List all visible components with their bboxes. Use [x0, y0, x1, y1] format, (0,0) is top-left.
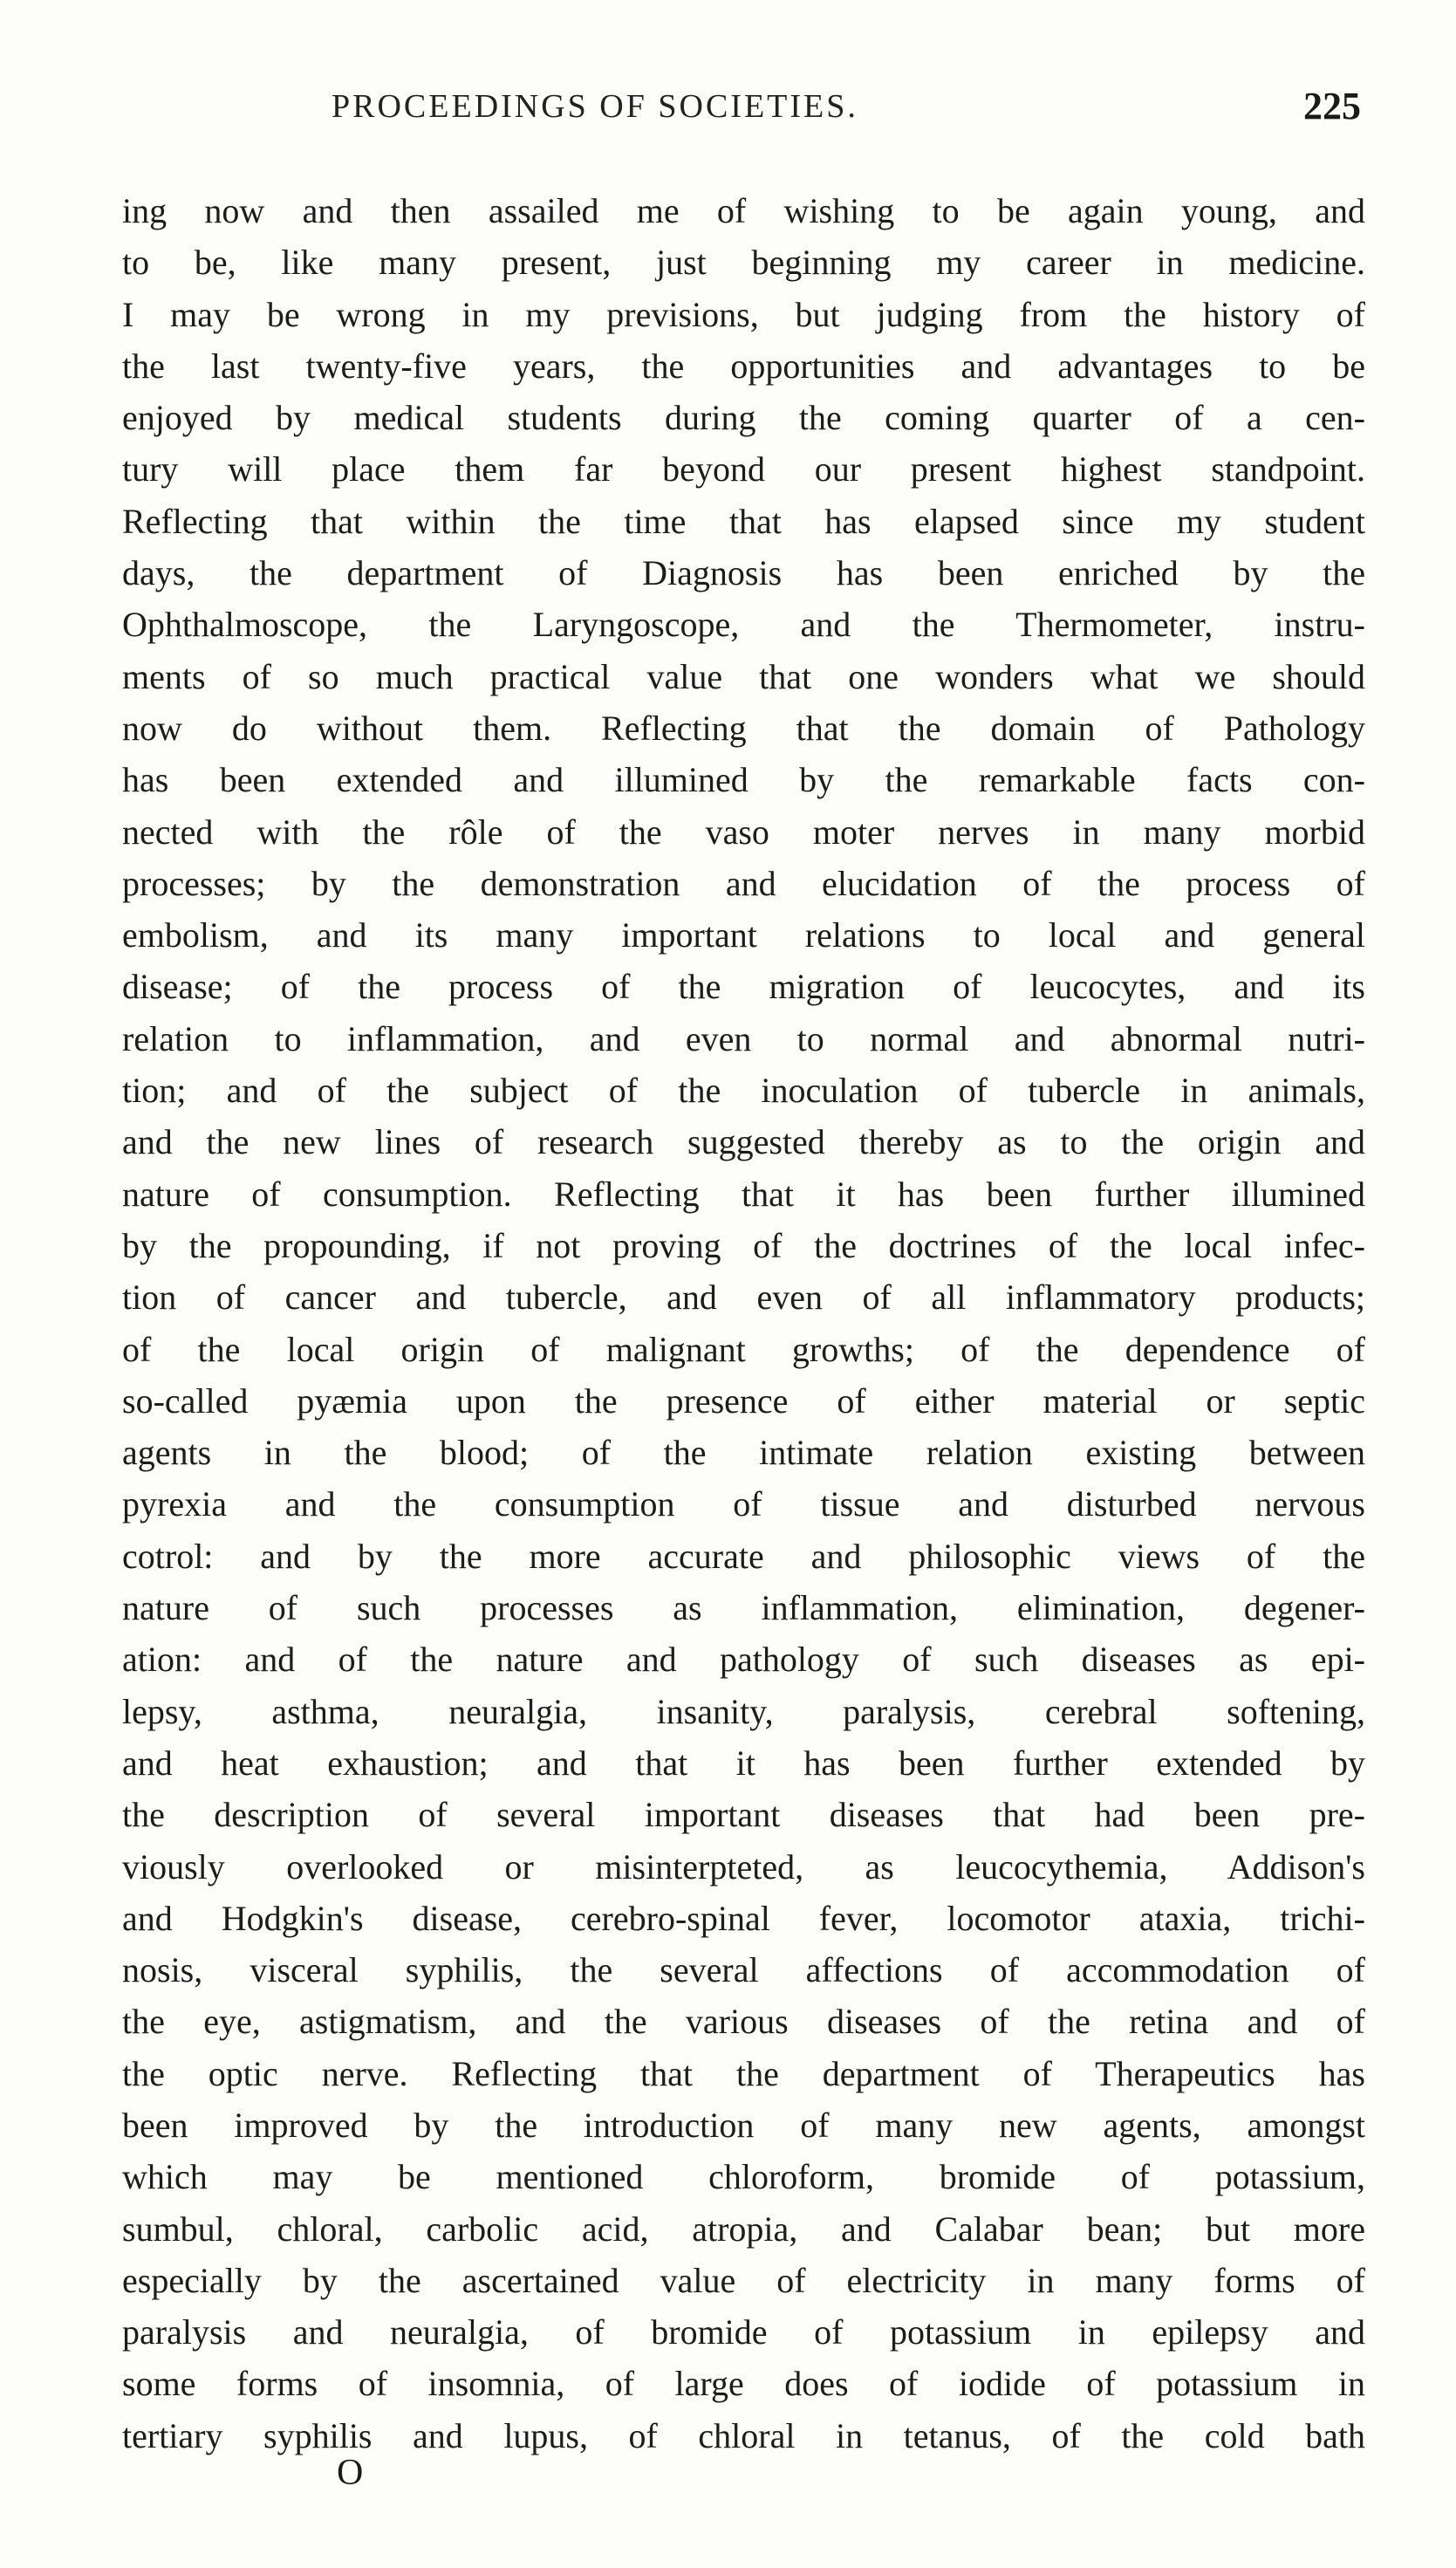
text-line: now do without them. Reflecting that the domain of Pathology [122, 708, 1365, 748]
text-line: cotrol: and by the more accurate and philosophic views of the [122, 1536, 1365, 1576]
text-line: tion; and of the subject of the inoculation of tubercle in animals, [122, 1071, 1365, 1111]
text-line: I may be wrong in my previsions, but judging from the history of [122, 294, 1365, 334]
running-header [122, 87, 1361, 140]
text-line: been improved by the introduction of many new agents, amongst [122, 2105, 1365, 2145]
text-line: tion of cancer and tubercle, and even of all inflammatory products; [122, 1277, 1365, 1318]
text-line: has been extended and illumined by the remarkable facts con- [122, 760, 1365, 800]
signature-mark: O [337, 2453, 364, 2493]
text-line: paralysis and neuralgia, of bromide of potassium in epilepsy and [122, 2312, 1365, 2352]
text-line: ing now and then assailed me of wishing to be again young, and [122, 191, 1365, 230]
text-line: nature of such processes as inflammation, elimination, degener- [122, 1588, 1365, 1628]
text-line: and heat exhaustion; and that it has been further extended by [122, 1743, 1365, 1783]
text-line: the eye, astigmatism, and the various diseases of the retina and of [122, 2002, 1365, 2042]
running-title: PROCEEDINGS OF SOCIETIES. [332, 88, 858, 125]
text-line: to be, like many present, just beginning my career in medicine. [122, 243, 1365, 283]
text-line: processes; by the demonstration and elucidation of the process of [122, 863, 1365, 903]
text-line: the last twenty-five years, the opportunities and advantages to be [122, 346, 1365, 386]
text-line: Ophthalmoscope, the Laryngoscope, and the Thermometer, instru- [122, 605, 1365, 645]
page-number: 225 [1303, 85, 1361, 127]
text-line: tertiary syphilis and lupus, of chloral in tetanus, of the cold bath [122, 2415, 1365, 2455]
text-line: lepsy, asthma, neuralgia, insanity, paralysis, cerebral softening, [122, 1691, 1365, 1731]
text-line: agents in the blood; of the intimate relation existing between [122, 1433, 1365, 1473]
text-line: pyrexia and the consumption of tissue and disturbed nervous [122, 1484, 1365, 1524]
text-line: ation: and of the nature and pathology of such diseases as epi- [122, 1640, 1365, 1680]
text-line: and Hodgkin's disease, cerebro-spinal fever, locomotor ataxia, trichi- [122, 1898, 1365, 1938]
text-line: nosis, visceral syphilis, the several affections of accommodation of [122, 1950, 1365, 1990]
text-line: tury will place them far beyond our present highest standpoint. [122, 449, 1365, 490]
text-line: enjoyed by medical students during the coming quarter of a cen- [122, 398, 1365, 438]
text-line: days, the department of Diagnosis has been enriched by the [122, 553, 1365, 593]
text-line: so-called pyæmia upon the presence of either material or septic [122, 1380, 1365, 1421]
text-line: ments of so much practical value that one wonders what we should [122, 656, 1365, 696]
text-line: nected with the rôle of the vaso moter nerves in many morbid [122, 811, 1365, 852]
text-line: Reflecting that within the time that has elapsed since my student [122, 501, 1365, 541]
text-line: which may be mentioned chloroform, bromide of potassium, [122, 2157, 1365, 2197]
text-line: relation to inflammation, and even to normal and abnormal nutri- [122, 1018, 1365, 1058]
text-line: sumbul, chloral, carbolic acid, atropia, and Calabar bean; but more [122, 2208, 1365, 2249]
text-line: embolism, and its many important relations to local and general [122, 915, 1365, 955]
text-line: especially by the ascertained value of electricity in many forms of [122, 2260, 1365, 2300]
text-line: nature of consumption. Reflecting that it has been further illumined [122, 1174, 1365, 1214]
text-line: the description of several important diseases that had been pre- [122, 1795, 1365, 1835]
text-line: some forms of insomnia, of large does of iodide of potassium in [122, 2364, 1365, 2404]
text-line: the optic nerve. Reflecting that the department of Therapeutics has [122, 2053, 1365, 2093]
text-line: viously overlooked or misinterpteted, as leucocythemia, Addison's [122, 1846, 1365, 1887]
body-text [122, 185, 1365, 2462]
text-line: of the local origin of malignant growths; of the dependence of [122, 1329, 1365, 1369]
text-line: and the new lines of research suggested thereby as to the origin and [122, 1122, 1365, 1162]
text-line: by the propounding, if not proving of the doctrines of the local infec- [122, 1225, 1365, 1265]
text-line: disease; of the process of the migration of leucocytes, and its [122, 967, 1365, 1007]
